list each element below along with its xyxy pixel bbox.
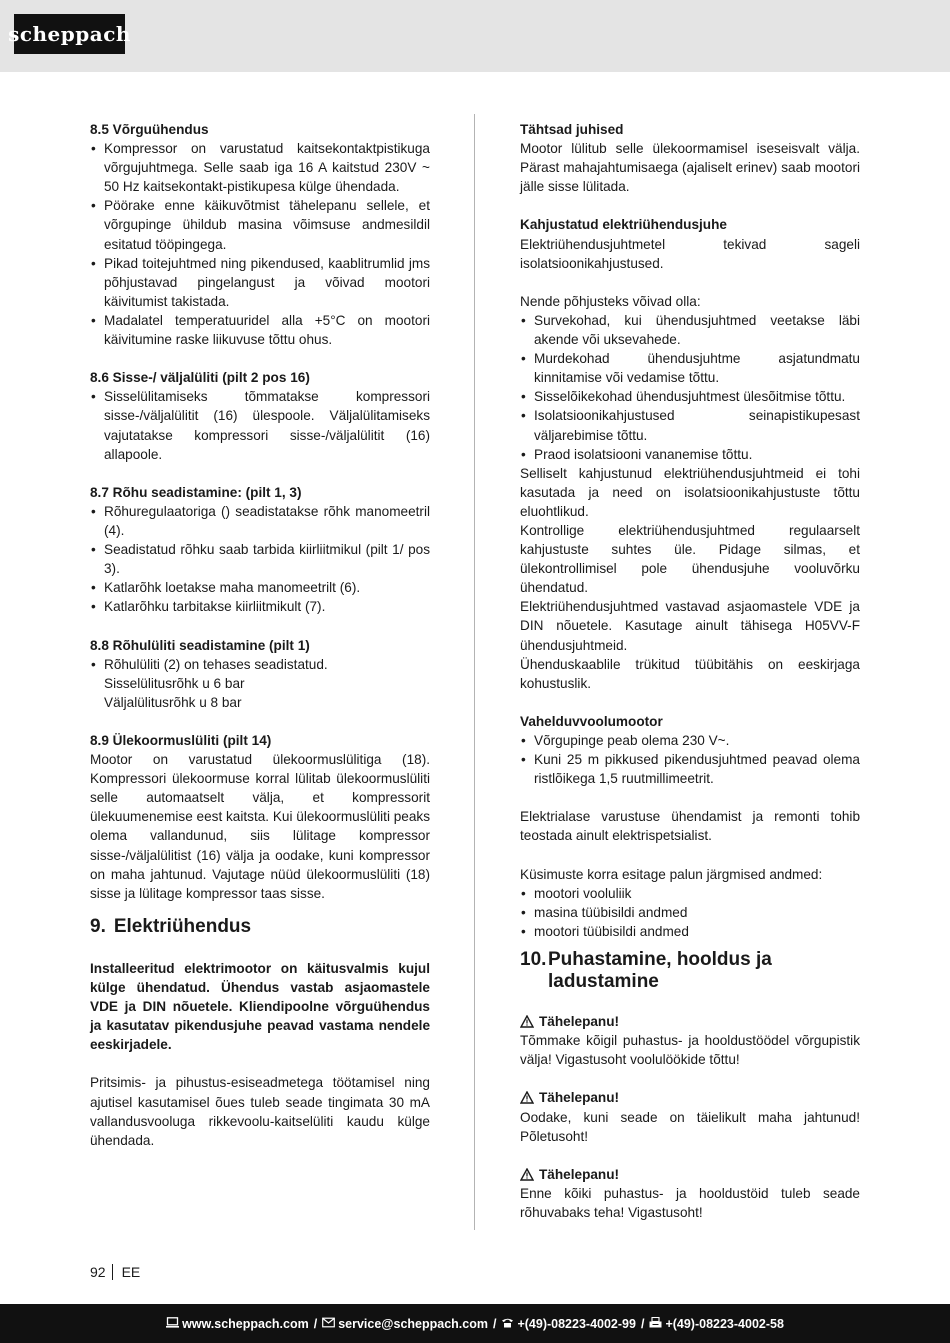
language-code: EE xyxy=(121,1264,141,1280)
section-9-bold-text: Installeeritud elektrimootor on käitusvalmis kujul külge ühendatud. Ühendus vastab asjaomastele VDE ja DIN nõuetele. Kliendipoolne võrguühendus ja kasutatav pikendusjuhe peavad vastama nendele eeskirjadele. xyxy=(90,960,430,1053)
warning-label: Tähelepanu! xyxy=(539,1166,620,1182)
right-column xyxy=(520,120,860,1222)
warning-heading xyxy=(520,1012,860,1031)
list-item: • Survekohad, kui ühendusjuhtmed veetakse läbi akende või uksevahede. xyxy=(520,311,860,349)
warning-text: Oodake, kuni seade on täielikult maha jahtunud! Põletusoht! xyxy=(520,1109,860,1144)
list-item: • Kompressor on varustatud kaitsekontaktpistikuga võrgujuhtmega. Selle saab iga 16 A kaitstud 230V ~ 50 Hz kaitsekontakt-pistikupesa külge ühendada. xyxy=(90,139,430,196)
fax-icon xyxy=(649,1317,662,1331)
damaged-paragraph: Ühenduskaablile trükitud tüübitähis on eeskirjaga kohustuslik. xyxy=(520,656,860,691)
damaged-cable-title: Kahjustatud elektriühendusjuhe xyxy=(520,217,727,233)
important-notes-title: Tähtsad juhised xyxy=(520,122,624,137)
section-number: 10. xyxy=(520,949,547,971)
computer-icon xyxy=(166,1317,179,1331)
section-8-6-title: 8.6 Sisse-/ väljalüliti (pilt 2 pos 16) xyxy=(90,370,310,386)
section-8-5-title: 8.5 Võrguühendus xyxy=(90,122,209,137)
section-title: Elektriühendus xyxy=(113,915,252,937)
page-number xyxy=(90,1264,140,1280)
ac-motor-title: Vahelduvvoolumootor xyxy=(520,713,663,729)
section-9-heading xyxy=(90,916,430,938)
list-item: • Katlarõhku tarbitakse kiirliitmikult (7). xyxy=(90,597,430,616)
important-notes-text: Mootor lülitub selle ülekoormamisel iseseisvalt välja. Pärast mahajahtumisaega (ajaliselt erinev) saab mootori jälle sisse lülitada. xyxy=(520,141,860,195)
ac-motor-paragraph: Küsimuste korra esitage palun järgmised andmed: xyxy=(520,866,823,882)
damaged-paragraph: Selliselt kahjustunud elektriühendusjuhtmeid ei tohi kasutada ja need on isolatsioonikahjustuste tõttu eluohtlikud. xyxy=(520,465,860,519)
switch-off-pressure: Väljalülitusrõhk u 8 bar xyxy=(104,694,242,710)
list-item: • Katlarõhk loetakse maha manomeetrilt (6). xyxy=(90,578,430,597)
footer-separator: / xyxy=(640,1316,645,1331)
list-item: • Rõhuregulaatoriga () seadistatakse rõhk manomeetril (4). xyxy=(90,502,430,540)
left-column xyxy=(90,120,430,1150)
list-item: • Pöörake enne käikuvõtmist tähelepanu sellele, et võrgupinge ühildub masina võimsuse andmesildil esitatud tööpingega. xyxy=(90,196,430,253)
footer-separator: / xyxy=(313,1316,318,1331)
list-item: • Madalatel temperatuuridel alla +5°C on mootori käivitumine raske liikuvuse tõttu ohus. xyxy=(90,311,430,349)
footer-email-link[interactable]: service@scheppach.com xyxy=(338,1316,488,1331)
list-item: • Pikad toitejuhtmed ning pikendused, kaablitrumlid jms põhjustavad pingelangust ja võivad mootori käivitumist takistada. xyxy=(90,254,430,311)
section-number: 9. xyxy=(90,915,106,937)
ac-motor-paragraph: Elektrialase varustuse ühendamist ja remonti tohib teostada ainult elektrispetsialist. xyxy=(520,809,860,844)
section-8-8-title: 8.8 Rõhulüliti seadistamine (pilt 1) xyxy=(90,637,310,653)
warning-heading xyxy=(520,1088,860,1107)
section-10-heading xyxy=(520,949,860,993)
page-header xyxy=(0,0,950,72)
page-footer xyxy=(0,1304,950,1343)
section-title: Puhastamine, hooldus ja ladustamine xyxy=(548,949,772,993)
list-item: • Seadistatud rõhku saab tarbida kiirliitmikul (pilt 1/ pos 3). xyxy=(90,540,430,578)
warning-label: Tähelepanu! xyxy=(539,1090,620,1106)
list-item: • masina tüübisildi andmed xyxy=(520,903,860,922)
list-item: • Isolatsioonikahjustused seinapistikupesast väljarebimise tõttu. xyxy=(520,406,860,444)
list-item: • mootori tüübisildi andmed xyxy=(520,922,860,941)
switch-on-pressure: Sisselülitusrõhk u 6 bar xyxy=(104,675,245,691)
list-item: • Praod isolatsiooni vananemise tõttu. xyxy=(520,445,860,464)
list-item: • Sisselülitamiseks tõmmatakse kompressori sisse-/väljalülitit (16) ülespoole. Väljalülitamiseks vajutatakse kompressori sisse-/väljalülitit (16) allapoole. xyxy=(90,387,430,463)
page-number-divider xyxy=(112,1264,113,1280)
damaged-paragraph: Elektriühendusjuhtmed vastavad asjaomastele VDE ja DIN nõuetele. Kasutage ainult tähisega H05VV-F ühendusjuhtmeid. xyxy=(520,599,860,653)
list-item: • mootori vooluliik xyxy=(520,884,860,903)
section-8-9-title: 8.9 Ülekoormuslüliti (pilt 14) xyxy=(90,733,272,748)
list-item: • Rõhulüliti (2) on tehases seadistatud. xyxy=(90,655,430,674)
mail-icon xyxy=(322,1317,335,1331)
footer-separator: / xyxy=(492,1316,497,1331)
section-8-9-text: Mootor on varustatud ülekoormuslülitiga (18). Kompressori ülekoormuse korral lülitab ülekoormuslüliti selle automaatselt välja, et kompressorit ülekuumenemise eest kaitsta. Kui ülekoormuslüliti peaks olema vallandunud, siis lülitage kompressor sisse-/väljalülitist (16) välja ja oodake, kuni kompressor on maha jahtunud. Vajutage nüüd ülekoormuslüliti (18) sisse ja lülitage kompressor taas sisse. xyxy=(90,752,431,901)
footer-fax: +(49)-08223-4002-58 xyxy=(665,1316,784,1331)
list-item: • Murdekohad ühendusjuhtme asjatundmatu kinnitamise või vedamise tõttu. xyxy=(520,349,860,387)
warning-triangle-icon xyxy=(520,1091,534,1104)
page-number-value: 92 xyxy=(90,1264,106,1280)
warning-text: Enne kõiki puhastus- ja hooldustöid tuleb seade rõhuvabaks teha! Vigastusoht! xyxy=(520,1185,860,1220)
warning-heading xyxy=(520,1165,860,1184)
causes-intro: Nende põhjusteks võivad olla: xyxy=(520,293,701,309)
warning-triangle-icon xyxy=(520,1168,534,1181)
footer-website-link[interactable]: www.scheppach.com xyxy=(182,1316,309,1331)
section-8-7-title: 8.7 Rõhu seadistamine: (pilt 1, 3) xyxy=(90,484,302,500)
warning-label: Tähelepanu! xyxy=(539,1014,620,1030)
damaged-paragraph: Kontrollige elektriühendusjuhtmed regulaarselt kahjustuste suhtes üle. Pidage silmas, et ülekontrollimisel pole ühendusjuhe vooluvõrku ühendatud. xyxy=(520,522,860,596)
list-item: • Sisselõikekohad ühendusjuhtmest ülesõitmise tõttu. xyxy=(520,387,860,406)
column-divider xyxy=(474,114,475,1230)
section-9-text: Pritsimis- ja pihustus-esiseadmetega töötamisel ning ajutisel kasutamisel õues tuleb seade tingimata 30 mA vallandusvooluga rikkevoolu-kaitselüliti kaudu külge ühendada. xyxy=(90,1075,430,1148)
phone-icon xyxy=(501,1317,514,1331)
scheppach-logo: scheppach xyxy=(14,14,125,54)
warning-triangle-icon xyxy=(520,1015,534,1028)
footer-phone: +(49)-08223-4002-99 xyxy=(517,1316,636,1331)
warning-text: Tõmmake kõigil puhastus- ja hooldustöödel võrgupistik välja! Vigastusoht voolulöökide tõttu! xyxy=(520,1033,860,1068)
list-item: • Võrgupinge peab olema 230 V~. xyxy=(520,731,860,750)
list-item: • Kuni 25 m pikkused pikendusjuhtmed peavad olema ristlõikega 1,5 ruutmillimeetrit. xyxy=(520,750,860,788)
damaged-cable-text: Elektriühendusjuhtmetel tekivad sageli isolatsioonikahjustused. xyxy=(520,236,860,271)
